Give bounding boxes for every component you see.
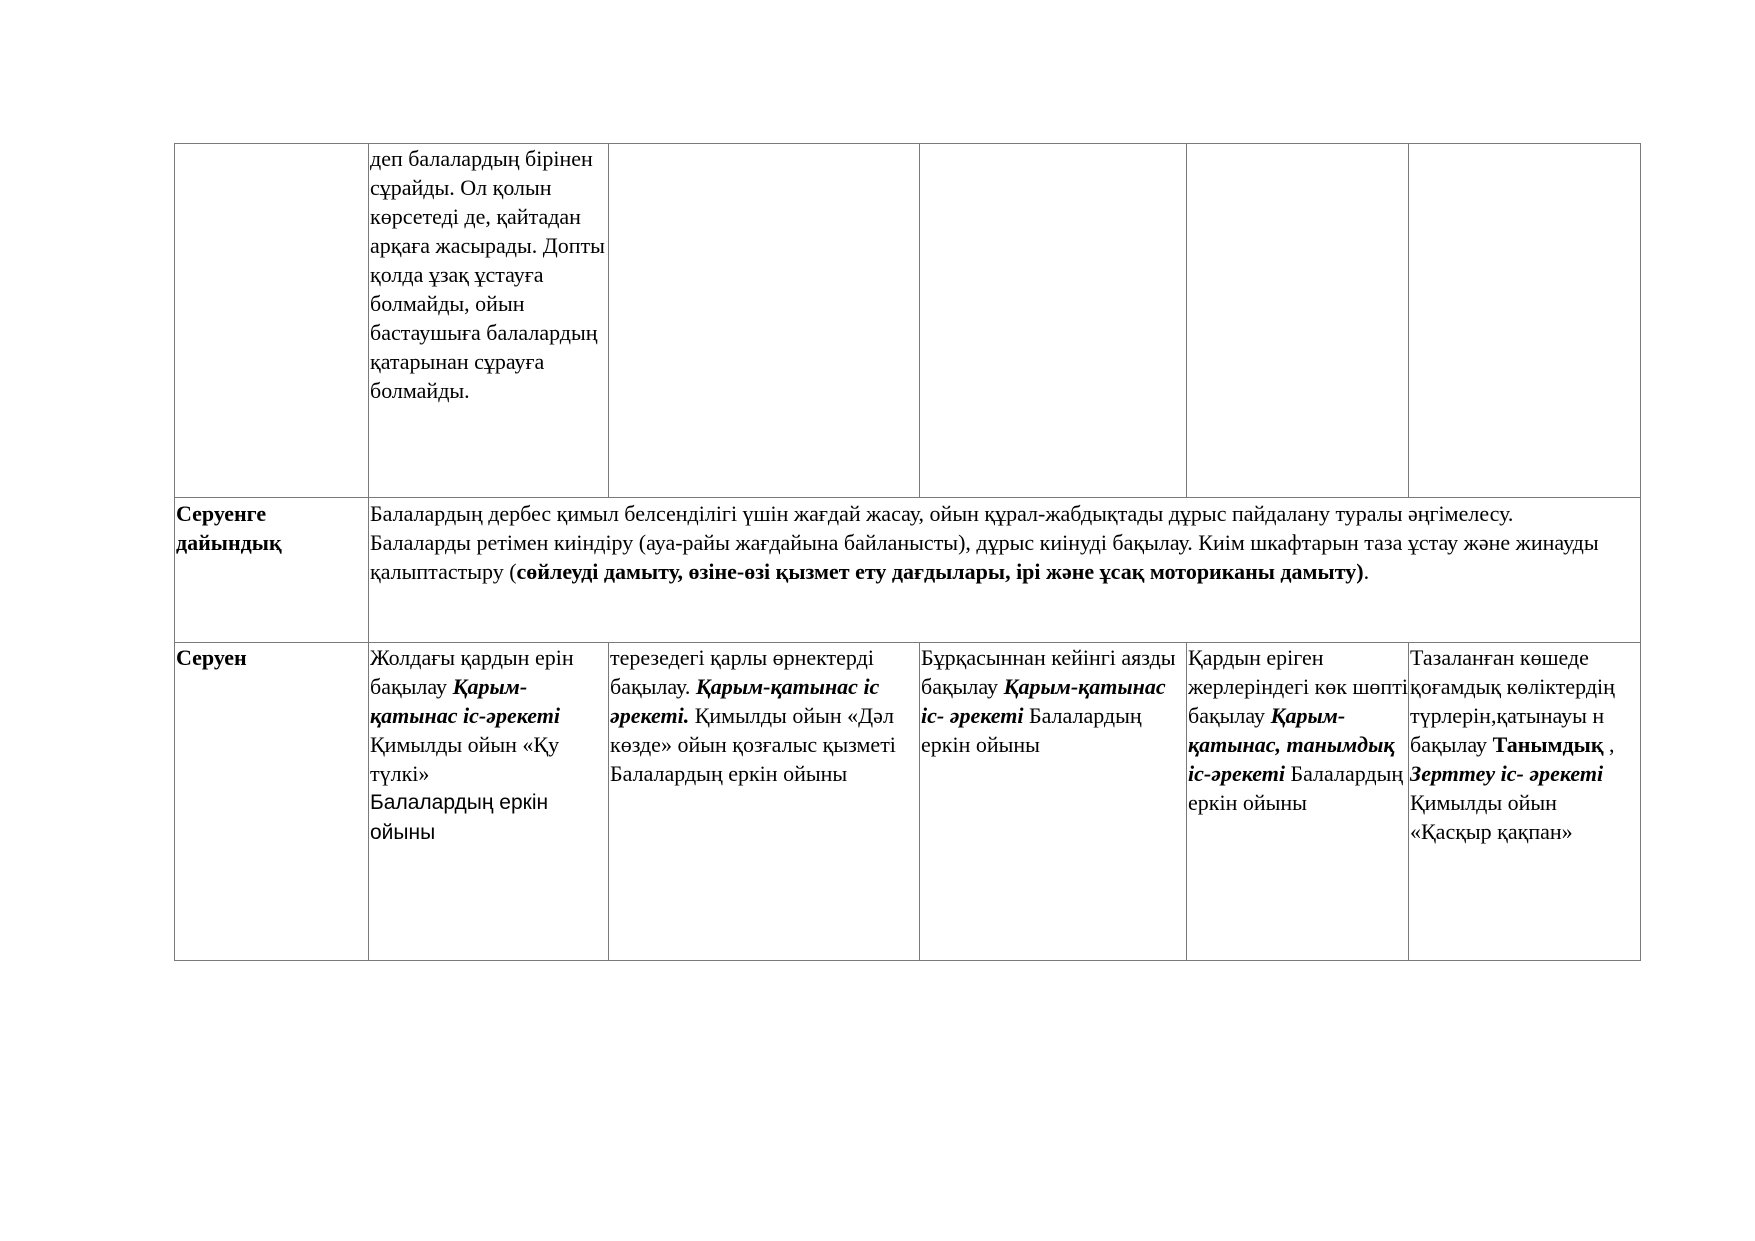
row-top-empty-cell xyxy=(609,144,920,498)
prep-paragraph-2-bold: сөйлеуді дамыту, өзіне-өзі қызмет ету дағдылары, ірі және ұсақ моториканы дамыту) xyxy=(516,559,1364,584)
walk-label-cell xyxy=(175,643,369,961)
walk-c3-activity: Қарым-қатынас іс- әрекеті xyxy=(921,674,1166,728)
prep-paragraph-2-end: . xyxy=(1363,559,1370,584)
walk-cell-1 xyxy=(369,643,609,961)
prep-label-line2: дайындық xyxy=(176,530,282,555)
plan-table xyxy=(174,143,1641,961)
walk-c1-activity: Қарым-қатынас іс-әрекеті xyxy=(370,674,560,728)
walk-cell-4 xyxy=(1187,643,1409,961)
prep-paragraph-2 xyxy=(370,528,1640,586)
walk-c1-text-1: Жолдағы қардын ерін бақылау xyxy=(370,645,574,699)
walk-c5-separator: , xyxy=(1603,732,1615,757)
table-row-walk xyxy=(175,643,1641,961)
walk-c4-text-2: Балалардың еркін ойыны xyxy=(1188,761,1404,815)
walk-cell-2 xyxy=(609,643,920,961)
walk-c2-text-1: терезедегі қарлы өрнектерді бақылау. xyxy=(610,645,874,699)
walk-cell-3 xyxy=(920,643,1187,961)
walk-c2-text-2: Қимылды ойын «Дәл көзде» ойын қозғалыс қызметі Балалардың еркін ойыны xyxy=(610,703,896,786)
walk-c1-free-play: Балалардың еркін ойыны xyxy=(370,791,549,844)
table-row-top xyxy=(175,144,1641,498)
walk-cell-5 xyxy=(1409,643,1641,961)
row-top-empty-cell xyxy=(1187,144,1409,498)
prep-label-cell xyxy=(175,498,369,643)
walk-c5-activity: Зерттеу іс- әрекеті xyxy=(1410,761,1604,786)
prep-content-cell xyxy=(369,498,1641,643)
row-top-text-cell: деп балалардың бірінен сұрайды. Ол қолын көрсетеді де, қайтадан арқаға жасырады. Допты қолда ұзақ ұстауға болмайды, ойын бастаушыға балалардың қатарынан сұрауға болмайды. xyxy=(369,144,609,498)
walk-c5-cognitive: Танымдық xyxy=(1492,732,1604,757)
prep-label-line1: Серуенге xyxy=(176,501,267,526)
prep-paragraph-2-text: Балаларды ретімен киіндіру (ауа-райы жағдайына байланысты), дұрыс киінуді бақылау. Киім шкафтарын таза ұстау және жинауды қалыптастыру ( xyxy=(370,530,1599,584)
walk-c4-text-1: Қардын еріген жерлеріндегі көк шөпті бақылау xyxy=(1188,645,1408,728)
table-row-prep xyxy=(175,498,1641,643)
walk-c5-text-2: Қимылды ойын «Қасқыр қақпан» xyxy=(1410,790,1573,844)
row-top-label-cell xyxy=(175,144,369,498)
row-top-empty-cell xyxy=(920,144,1187,498)
row-top-empty-cell xyxy=(1409,144,1641,498)
walk-c3-text-1: Бұрқасыннан кейінгі аязды бақылау xyxy=(921,645,1176,699)
prep-paragraph-1: Балалардың дербес қимыл белсенділігі үшін жағдай жасау, ойын құрал-жабдықтады дұрыс пайдалану туралы әңгімелесу. xyxy=(370,501,1514,526)
walk-label: Серуен xyxy=(176,645,247,670)
walk-c2-activity: Қарым-қатынас іс әрекеті. xyxy=(610,674,880,728)
walk-c5-text-1: Тазаланған көшеде қоғамдық көліктердің түрлерін,қатынауы н бақылау xyxy=(1410,645,1615,757)
walk-c4-activity: Қарым-қатынас, танымдық іс-әрекеті xyxy=(1188,703,1395,786)
walk-c1-text-2: Қимылды ойын «Қу түлкі» xyxy=(370,732,560,786)
walk-c3-text-2: Балалардың еркін ойыны xyxy=(921,703,1142,757)
